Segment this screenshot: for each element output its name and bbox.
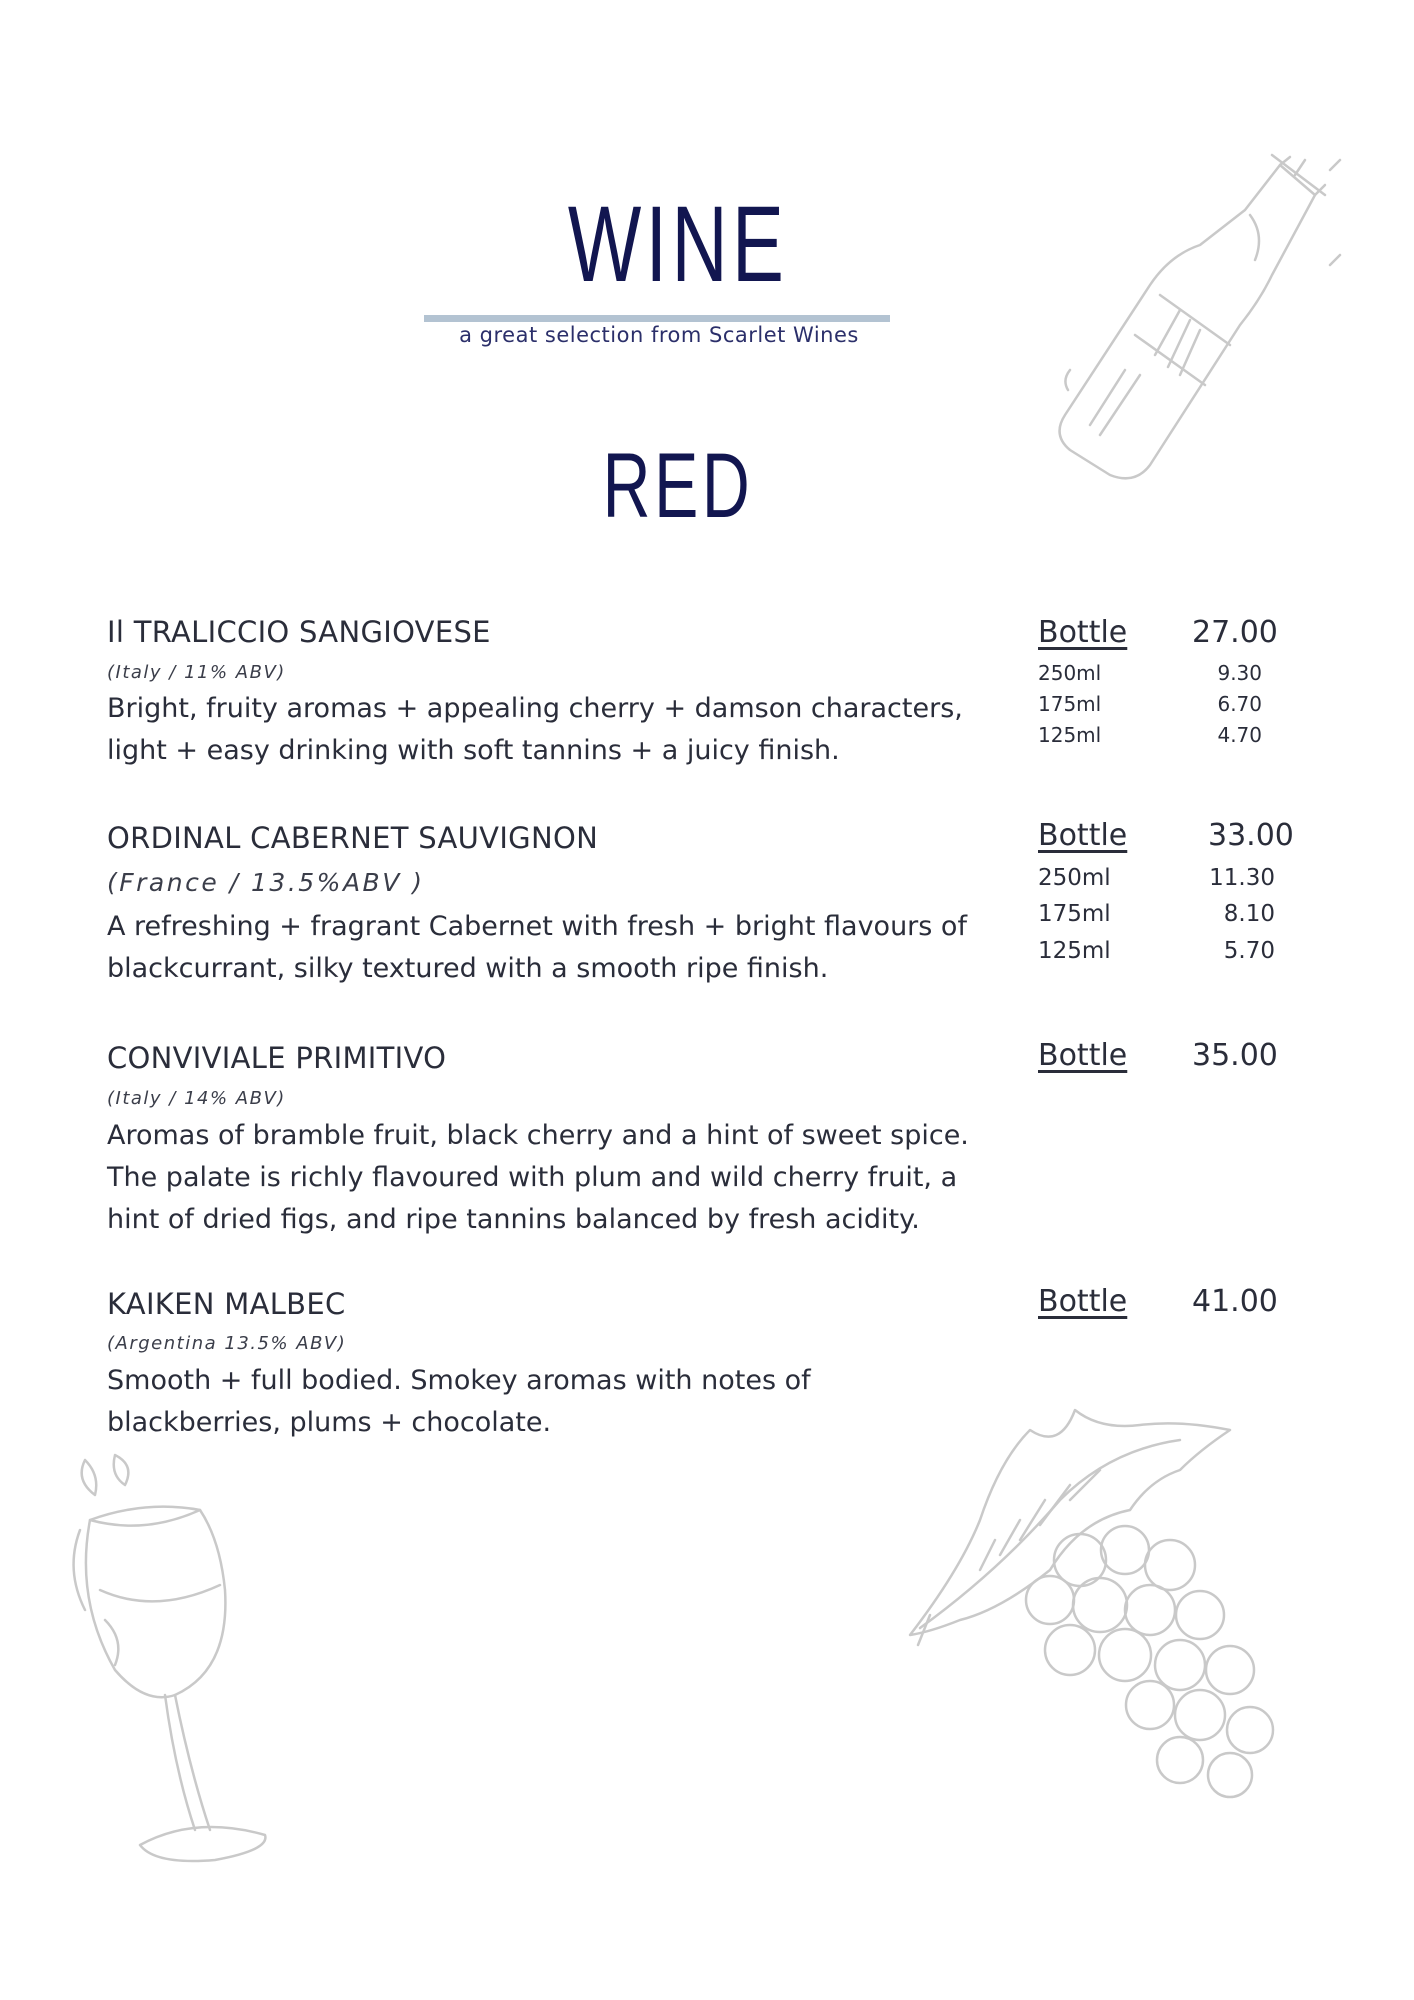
glass-price: 6.70 bbox=[1217, 692, 1262, 716]
glass-price: 5.70 bbox=[1223, 938, 1275, 964]
wine-origin: (Italy / 11% ABV) bbox=[107, 662, 286, 683]
wine-name: KAIKEN MALBEC bbox=[107, 1287, 346, 1321]
wine-origin: (Italy / 14% ABV) bbox=[107, 1088, 286, 1109]
page-title: WINE bbox=[567, 183, 789, 304]
section-heading: RED bbox=[602, 435, 754, 537]
glass-size: 175ml bbox=[1038, 901, 1111, 927]
wine-name: Il TRALICCIO SANGIOVESE bbox=[107, 615, 491, 649]
wine-origin: (France / 13.5%ABV ) bbox=[107, 868, 425, 897]
bottle-price: 41.00 bbox=[1192, 1284, 1278, 1319]
wine-description: Aromas of bramble fruit, black cherry and a hint of sweet spice. The palate is richly flavoured with plum and wild cherry fruit, a hint of dried figs, and ripe tannins balanced by fresh acidity. bbox=[107, 1120, 969, 1235]
glass-price: 4.70 bbox=[1217, 723, 1262, 747]
wine-name: ORDINAL CABERNET SAUVIGNON bbox=[107, 821, 599, 855]
glass-price: 11.30 bbox=[1209, 865, 1275, 891]
wine-description: Bright, fruity aromas + appealing cherry + damson characters, light + easy drinking with soft tannins + a juicy finish. bbox=[107, 693, 963, 766]
wine-bottle-icon bbox=[1040, 135, 1370, 505]
glass-price: 9.30 bbox=[1217, 661, 1262, 685]
bottle-price: 27.00 bbox=[1192, 615, 1278, 650]
title-underline bbox=[424, 315, 890, 322]
wine-description: A refreshing + fragrant Cabernet with fresh + bright flavours of blackcurrant, silky textured with a smooth ripe finish. bbox=[107, 911, 967, 984]
grapes-icon bbox=[900, 1370, 1330, 1810]
glass-size: 125ml bbox=[1038, 723, 1102, 747]
wine-name: CONVIVIALE PRIMITIVO bbox=[107, 1041, 447, 1075]
bottle-label: Bottle bbox=[1038, 1038, 1128, 1073]
page-subtitle: a great selection from Scarlet Wines bbox=[459, 323, 859, 347]
glass-size: 250ml bbox=[1038, 865, 1111, 891]
glass-size: 125ml bbox=[1038, 938, 1111, 964]
bottle-price: 35.00 bbox=[1192, 1038, 1278, 1073]
bottle-label: Bottle bbox=[1038, 818, 1128, 853]
wine-origin: (Argentina 13.5% ABV) bbox=[107, 1333, 347, 1354]
glass-price: 8.10 bbox=[1223, 901, 1275, 927]
glass-size: 175ml bbox=[1038, 692, 1102, 716]
glass-size: 250ml bbox=[1038, 661, 1102, 685]
bottle-label: Bottle bbox=[1038, 1284, 1128, 1319]
wine-glass-icon bbox=[55, 1440, 285, 1880]
bottle-price: 33.00 bbox=[1208, 818, 1294, 853]
bottle-label: Bottle bbox=[1038, 615, 1128, 650]
wine-description: Smooth + full bodied. Smokey aromas with notes of blackberries, plums + chocolate. bbox=[107, 1365, 811, 1438]
